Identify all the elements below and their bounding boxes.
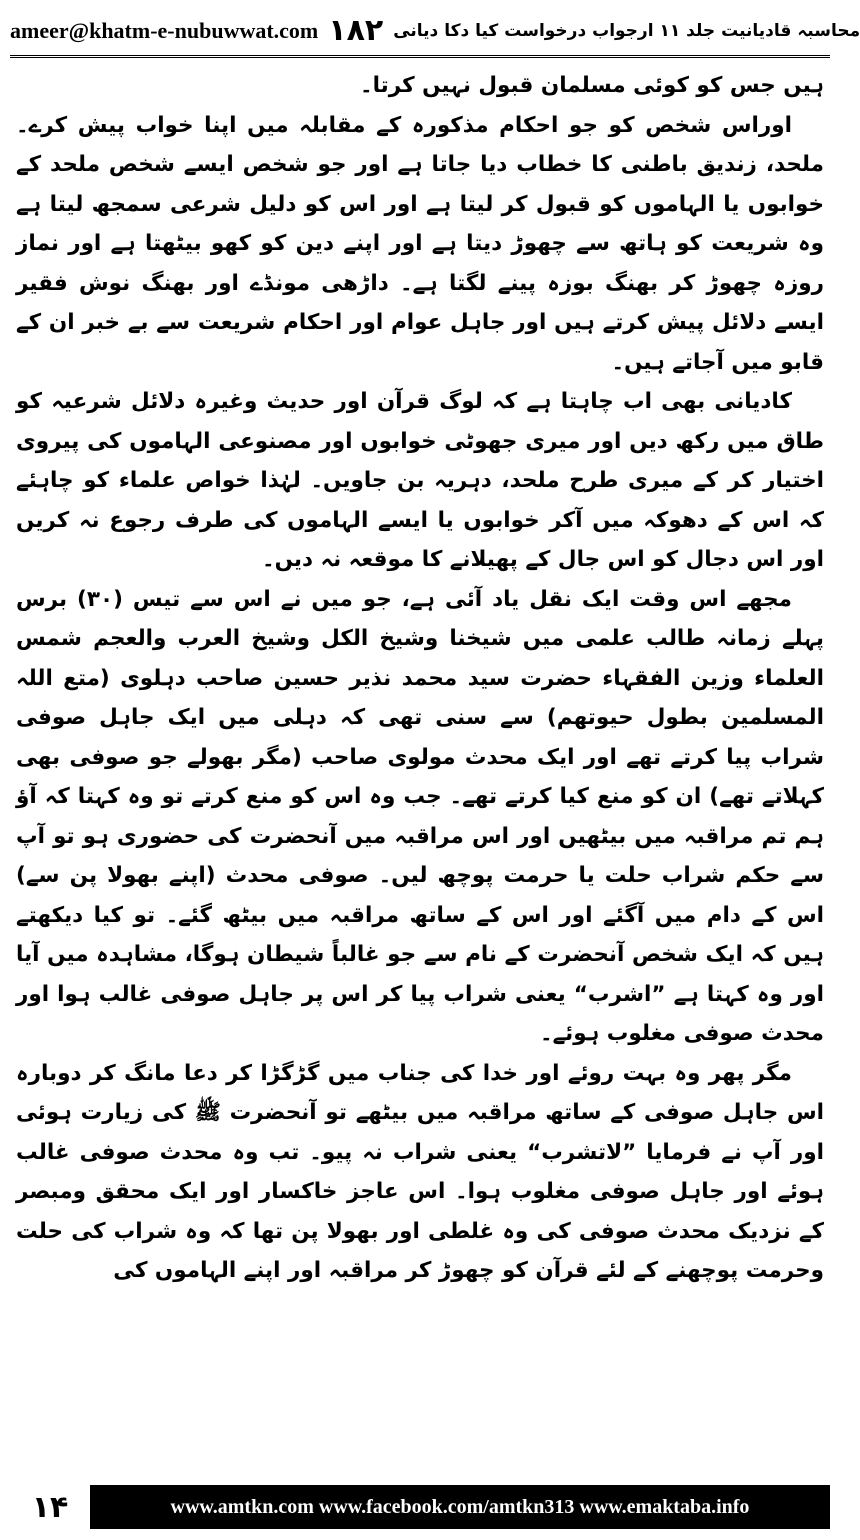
paragraph-1: ہیں جس کو کوئی مسلمان قبول نہیں کرتا۔ [359,73,824,98]
header-page-number: ۱۸۲ [328,13,384,48]
paragraph-4: مجھے اس وقت ایک نقل یاد آئی ہے، جو میں نے اس سے تیس (۳۰) برس پہلے زمانہ طالب علمی میں شیخنا وشیخ الکل وشیخ العرب والعجم شمس العلماء وزین الفقہاء حضرت سید محمد نذیر حسین صاحب دہلوی (متع اللہ المسلمین بطول حیوتھم) سے سنی تھی کہ دہلی میں ایک جاہل صوفی شراب پیا کرتے تھے اور ایک محدث مولوی صاحب (مگر بھولے جو صوفی بھی کہلاتے تھے) ان کو منع کیا کرتے تھے۔ جب وہ اس کو منع کرتے تو وہ کہتا کہ آؤ ہم تم مراقبہ میں بیٹھیں اور اس مراقبہ میں آنحضرت کی حضوری ہو تو آپ سے حکم شراب حلت یا حرمت پوچھ لیں۔ صوفی محدث (اپنے بھولا پن سے) اس کے دام میں آگئے اور اس کے ساتھ مراقبہ میں بیٹھ گئے۔ تو کیا دیکھتے ہیں کہ ایک شخص آنحضرت کے نام سے جو غالباً شیطان ہوگا، مشاہدہ میں آیا اور وہ کہتا ہے ”اشرب“ یعنی شراب پیا کر اس پر جاہل صوفی غالب ہوا اور محدث صوفی مغلوب ہوئے۔ [16,586,824,1046]
header-email: ameer@khatm-e-nubuwwat.com [10,17,319,43]
paragraph-5: مگر پھر وہ بہت روئے اور خدا کی جناب میں گڑگڑا کر دعا مانگ کر دوبارہ اس جاہل صوفی کے ساتھ مراقبہ میں بیٹھے تو آنحضرت ﷺ کی زیارت ہوئی اور آپ نے فرمایا ”لاتشرب“ یعنی شراب نہ پیو۔ تب وہ محدث صوفی غالب ہوئے اور جاہل صوفی مغلوب ہوا۔ اس عاجز خاکسار اور ایک محقق ومبصر کے نزدیک محدث صوفی کی وہ غلطی اور بھولا پن تھا کہ وہ شراب کی حلت وحرمت پوچھنے کے لئے قرآن کو چھوڑ کر مراقبہ اور اپنے الہاموں کی [16,1060,824,1283]
page-footer [10,1482,830,1532]
page-body [16,66,824,1460]
footer-page-number: ۱۴ [31,1489,69,1525]
paragraph-2: اوراس شخص کو جو احکام مذکورہ کے مقابلہ میں اپنا خواب پیش کرے۔ ملحد، زندیق باطنی کا خطاب دیا جاتا ہے اور جو شخص ایسے شخص ملحد کے خوابوں یا الہاموں کو قبول کر لیتا ہے اور اس کو دلیل شرعی سمجھ لیتا ہے وہ شریعت کو ہاتھ سے چھوڑ دیتا ہے اور اپنے دین کو کھو بیٹھتا ہے اور نماز روزہ چھوڑ کر بھنگ بوزہ پینے لگتا ہے۔ داڑھی مونڈے اور بھنگ نوش فقیر ایسے دلائل پیش کرتے ہیں اور جاہل عوام اور احکام شریعت سے بے خبر ان کے قابو میں آجاتے ہیں۔ [16,112,824,375]
header-title: محاسبہ قادیانیت جلد ۱۱ ارجواب درخواست کیا دکا دیانی [393,21,860,41]
paragraph-3: کادیانی بھی اب چاہتا ہے کہ لوگ قرآن اور حدیث وغیرہ دلائل شرعیہ کو طاق میں رکھ دیں اور میری جھوٹی خوابوں اور مصنوعی الہاموں کی پیروی اختیار کر کے میری طرح ملحد، دہریہ بن جاویں۔ لہٰذا خواص علماء کو چاہئے کہ اس کے دھوکہ میں آکر خوابوں یا ایسے الہاموں کی طرف رجوع نہ کریں اور اس دجال کو اس جال کے پھیلانے کا موقعہ نہ دیں۔ [16,389,824,572]
page-header [10,6,860,58]
footer-websites: www.amtkn.com www.facebook.com/amtkn313 www.emaktaba.info [90,1485,830,1529]
